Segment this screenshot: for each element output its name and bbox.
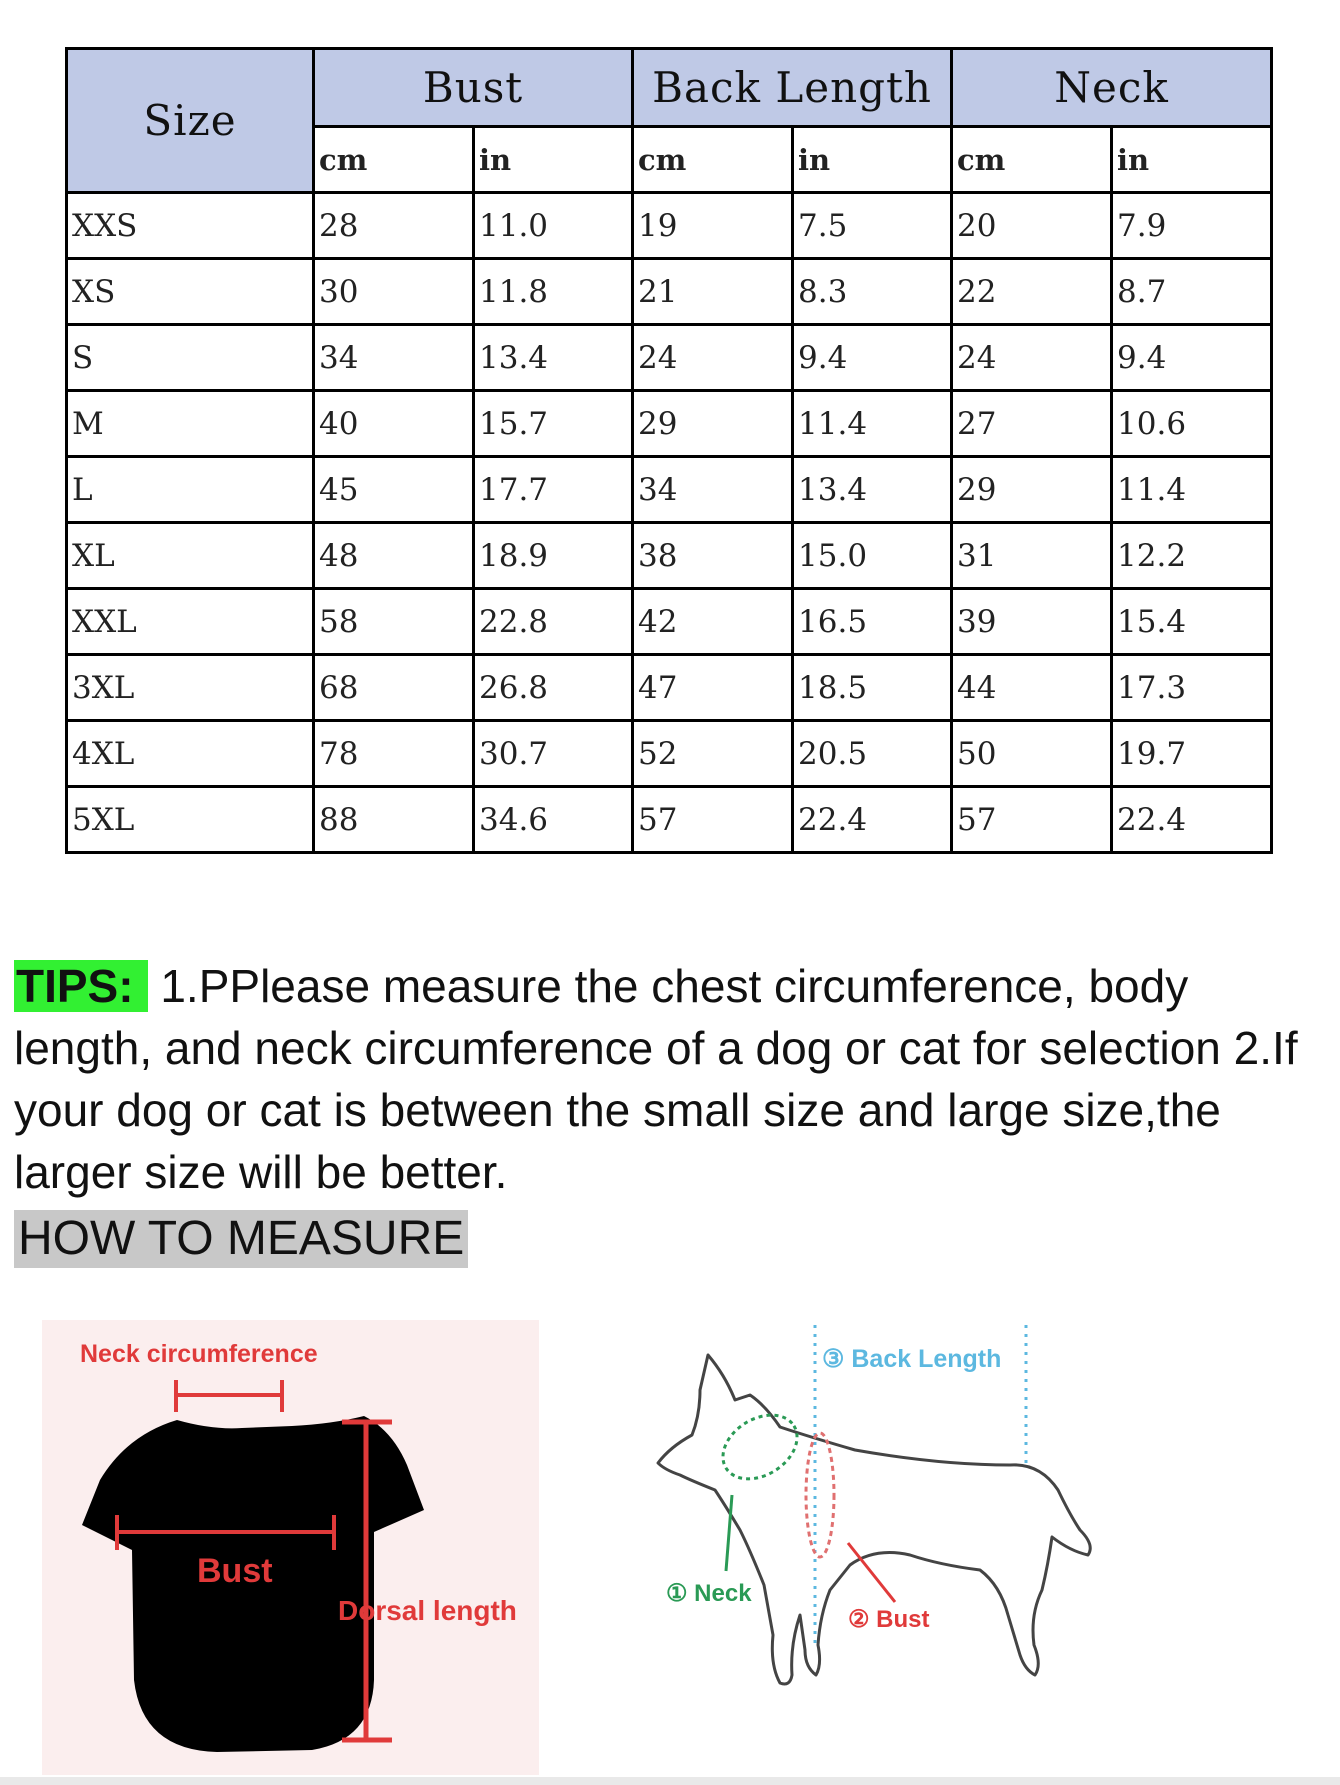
measurement-cell: 52 [633, 721, 793, 787]
how-to-measure-heading: HOW TO MEASURE [14, 1210, 468, 1268]
measurement-cell: 8.7 [1112, 259, 1272, 325]
size-cell: 4XL [67, 721, 314, 787]
measurement-cell: 13.4 [793, 457, 952, 523]
measurement-cell: 78 [314, 721, 474, 787]
measurement-cell: 21 [633, 259, 793, 325]
measurement-cell: 22.4 [1112, 787, 1272, 853]
measurement-cell: 18.9 [474, 523, 633, 589]
bust-header: Bust [314, 49, 633, 127]
unit-header: cm [952, 127, 1112, 193]
measurement-cell: 57 [633, 787, 793, 853]
table-row [67, 655, 1272, 721]
measurement-cell: 50 [952, 721, 1112, 787]
table-row [67, 721, 1272, 787]
shirt-measure-diagram [42, 1320, 539, 1775]
measurement-cell: 30 [314, 259, 474, 325]
size-cell: 3XL [67, 655, 314, 721]
table-row [67, 787, 1272, 853]
measurement-cell: 38 [633, 523, 793, 589]
measurement-cell: 15.7 [474, 391, 633, 457]
measurement-cell: 22.8 [474, 589, 633, 655]
measurement-cell: 15.4 [1112, 589, 1272, 655]
table-row [67, 391, 1272, 457]
tips-text: 1.PPlease measure the chest circumference, body length, and neck circumference of a dog or cat for selection 2.If your dog or cat is between the small size and large size,the larger size will be better. [14, 960, 1298, 1198]
size-cell: M [67, 391, 314, 457]
measurement-cell: 57 [952, 787, 1112, 853]
size-cell: S [67, 325, 314, 391]
back-length-label: ③ Back Length [822, 1345, 1002, 1373]
table-row [67, 523, 1272, 589]
measurement-cell: 88 [314, 787, 474, 853]
size-cell: XL [67, 523, 314, 589]
measurement-cell: 39 [952, 589, 1112, 655]
size-cell: XXS [67, 193, 314, 259]
tips-label: TIPS: [14, 960, 148, 1012]
measurement-cell: 22.4 [793, 787, 952, 853]
measurement-cell: 20.5 [793, 721, 952, 787]
dog-illustration [640, 1315, 1110, 1735]
size-chart-table [65, 47, 1273, 854]
measurement-cell: 26.8 [474, 655, 633, 721]
dog-measure-diagram [640, 1315, 1110, 1735]
size-cell: 5XL [67, 787, 314, 853]
size-cell: L [67, 457, 314, 523]
table-row [67, 259, 1272, 325]
measurement-cell: 11.0 [474, 193, 633, 259]
measurement-cell: 19.7 [1112, 721, 1272, 787]
measurement-cell: 9.4 [1112, 325, 1272, 391]
unit-header: cm [314, 127, 474, 193]
table-row [67, 193, 1272, 259]
dorsal-length-label: Dorsal length [338, 1595, 517, 1626]
measurement-cell: 42 [633, 589, 793, 655]
measurement-cell: 34.6 [474, 787, 633, 853]
shirt-illustration [42, 1320, 539, 1775]
unit-header: in [1112, 127, 1272, 193]
dog-outline [658, 1355, 1090, 1684]
back-length-header: Back Length [633, 49, 952, 127]
measurement-cell: 30.7 [474, 721, 633, 787]
measurement-cell: 13.4 [474, 325, 633, 391]
measurement-cell: 20 [952, 193, 1112, 259]
measurement-cell: 19 [633, 193, 793, 259]
measurement-cell: 12.2 [1112, 523, 1272, 589]
measurement-cell: 17.3 [1112, 655, 1272, 721]
measurement-cell: 45 [314, 457, 474, 523]
measurement-cell: 29 [633, 391, 793, 457]
table-row [67, 325, 1272, 391]
neck-header: Neck [952, 49, 1272, 127]
measurement-cell: 9.4 [793, 325, 952, 391]
size-cell: XS [67, 259, 314, 325]
measurement-cell: 27 [952, 391, 1112, 457]
tips-paragraph [14, 955, 1324, 1203]
measurement-cell: 34 [633, 457, 793, 523]
measurement-cell: 11.8 [474, 259, 633, 325]
unit-header: in [474, 127, 633, 193]
table-row [67, 589, 1272, 655]
size-header: Size [67, 49, 314, 193]
measurement-cell: 16.5 [793, 589, 952, 655]
measurement-cell: 11.4 [1112, 457, 1272, 523]
measurement-cell: 7.5 [793, 193, 952, 259]
measurement-cell: 47 [633, 655, 793, 721]
measurement-cell: 68 [314, 655, 474, 721]
measurement-cell: 8.3 [793, 259, 952, 325]
measurement-cell: 28 [314, 193, 474, 259]
measurement-cell: 48 [314, 523, 474, 589]
measurement-cell: 18.5 [793, 655, 952, 721]
table-row [67, 457, 1272, 523]
measurement-cell: 40 [314, 391, 474, 457]
bust-measure-label: ② Bust [848, 1606, 930, 1633]
neck-circumference-label: Neck circumference [80, 1340, 318, 1368]
unit-header: in [793, 127, 952, 193]
neck-label: ① Neck [666, 1580, 752, 1607]
bust-ring [806, 1433, 834, 1557]
bust-label: Bust [197, 1552, 273, 1590]
measurement-cell: 31 [952, 523, 1112, 589]
measurement-cell: 29 [952, 457, 1112, 523]
measurement-cell: 7.9 [1112, 193, 1272, 259]
measurement-cell: 15.0 [793, 523, 952, 589]
measurement-cell: 17.7 [474, 457, 633, 523]
measurement-cell: 22 [952, 259, 1112, 325]
measurement-cell: 24 [633, 325, 793, 391]
measurement-cell: 34 [314, 325, 474, 391]
neck-ring [711, 1402, 809, 1492]
measurement-cell: 44 [952, 655, 1112, 721]
measurement-cell: 24 [952, 325, 1112, 391]
bottom-divider [0, 1777, 1340, 1785]
measurement-cell: 11.4 [793, 391, 952, 457]
measurement-cell: 10.6 [1112, 391, 1272, 457]
measurement-cell: 58 [314, 589, 474, 655]
size-cell: XXL [67, 589, 314, 655]
unit-header: cm [633, 127, 793, 193]
